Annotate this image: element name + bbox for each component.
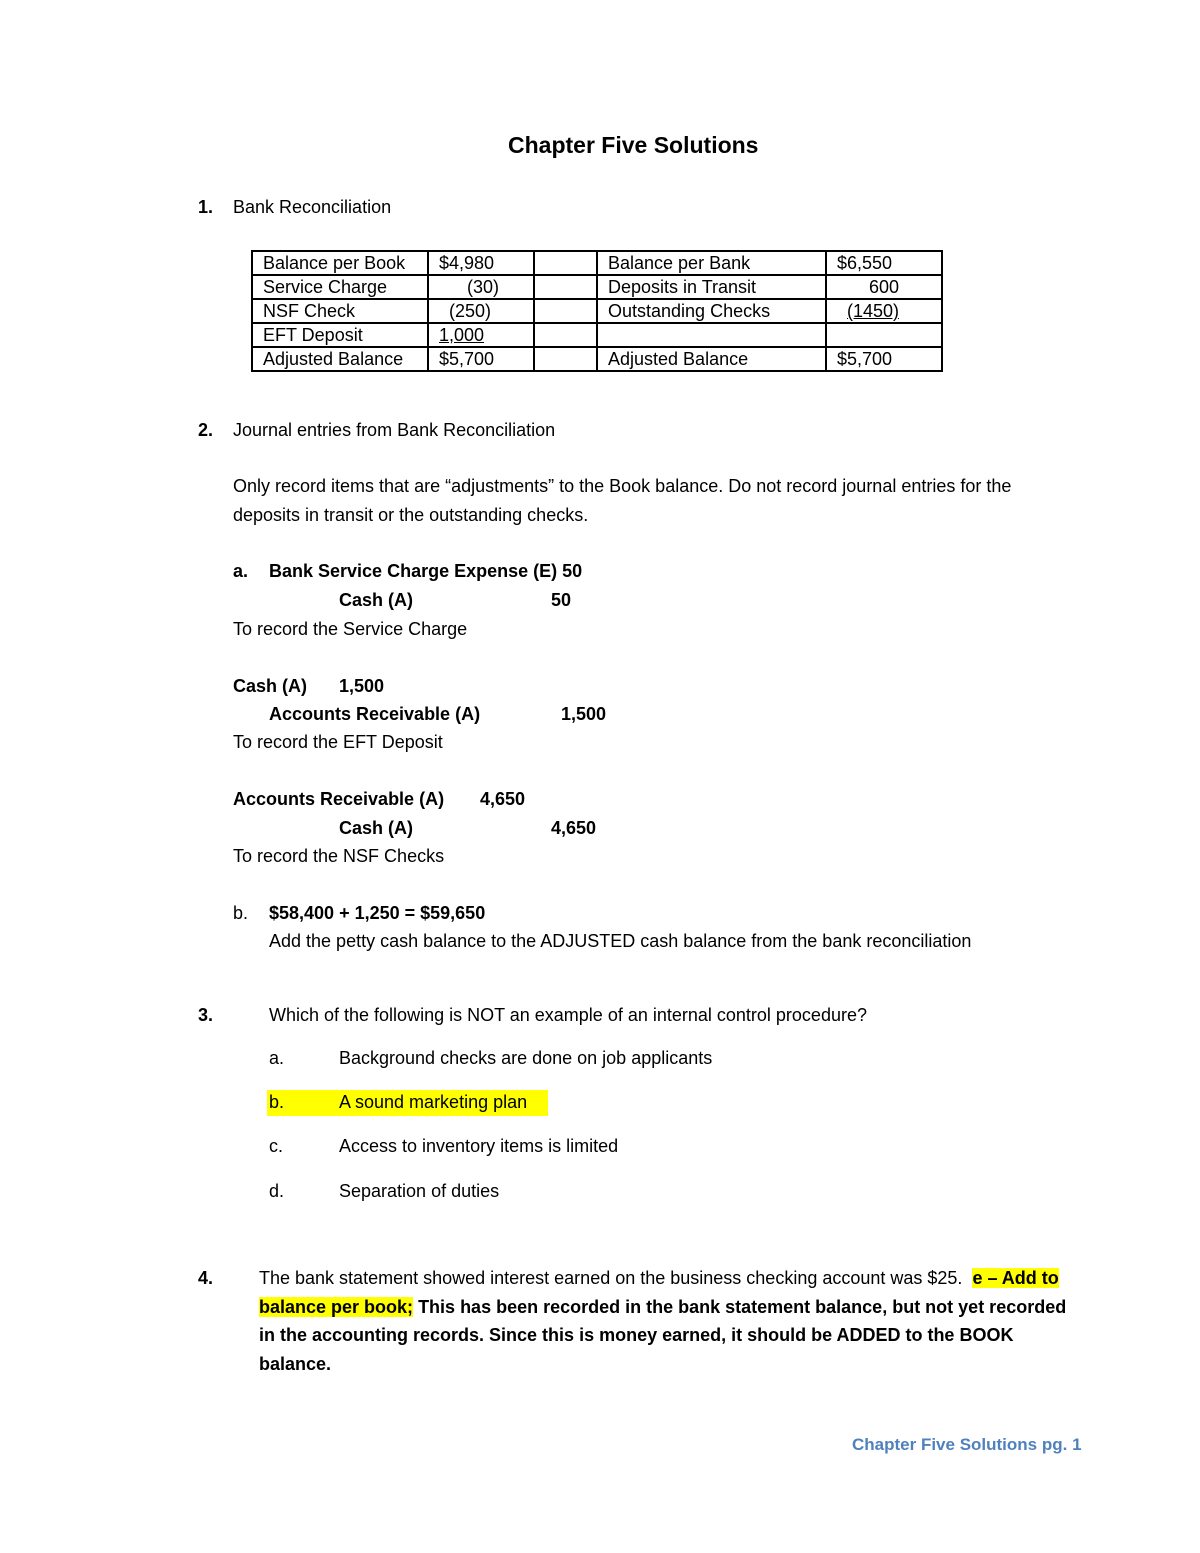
recon-cell: [826, 275, 942, 299]
entry1-debit: Bank Service Charge Expense (E) 50: [269, 561, 583, 581]
recon-cell: [252, 347, 428, 371]
recon-cell-text: NSF Check: [263, 301, 356, 321]
q2-intro: Only record items that are “adjustments” to the Book balance. Do not record journal entries for the deposits in transit or the outstanding checks.: [233, 476, 1012, 525]
recon-cell-text: $6,550: [837, 253, 893, 273]
recon-cell: [826, 323, 942, 347]
page-footer: Chapter Five Solutions pg. 1: [852, 1435, 1082, 1454]
recon-row: [252, 251, 942, 275]
entry1-credit: Cash (A): [339, 590, 414, 610]
recon-cell-text: $5,700: [837, 349, 893, 369]
q1-number: 1.: [198, 197, 214, 217]
entry3-memo: To record the NSF Checks: [233, 846, 445, 866]
recon-cell: [826, 251, 942, 275]
recon-cell: [597, 299, 826, 323]
entry3-debit: Accounts Receivable (A): [233, 789, 445, 809]
recon-cell: [428, 323, 534, 347]
q3-option-d-text: Separation of duties: [339, 1181, 500, 1201]
q1-heading: Bank Reconciliation: [233, 197, 392, 217]
recon-cell-text: Deposits in Transit: [608, 277, 757, 297]
recon-cell: [534, 347, 597, 371]
recon-cell-text: Adjusted Balance: [263, 349, 404, 369]
q2-b-calculation: $58,400 + 1,250 = $59,650: [269, 903, 486, 923]
q3-option-c-letter: c.: [269, 1136, 284, 1156]
recon-cell-text: $4,980: [439, 253, 495, 273]
recon-cell-text: Balance per Bank: [608, 253, 751, 273]
entry3-debit-amount: 4,650: [480, 789, 526, 809]
recon-cell-text: $5,700: [439, 349, 495, 369]
q4-number: 4.: [198, 1268, 214, 1288]
recon-cell: [534, 299, 597, 323]
page-title: Chapter Five Solutions: [508, 132, 759, 158]
recon-cell: [534, 323, 597, 347]
q2-number: 2.: [198, 420, 214, 440]
recon-row: [252, 347, 942, 371]
entry3-credit-amount: 4,650: [551, 818, 597, 838]
recon-cell-text: Adjusted Balance: [608, 349, 749, 369]
recon-cell: [428, 299, 534, 323]
recon-row: [252, 275, 942, 299]
recon-cell: [534, 251, 597, 275]
q2-b-label: b.: [233, 903, 249, 923]
entry2-credit: Accounts Receivable (A): [269, 704, 481, 724]
q3-option-a-text: Background checks are done on job applicants: [339, 1048, 713, 1068]
entry2-debit: Cash (A): [233, 676, 308, 696]
q4-question: The bank statement showed interest earned on the business checking account was $25.: [259, 1268, 963, 1288]
recon-cell-text: 1,000: [439, 325, 485, 345]
recon-cell: [597, 251, 826, 275]
recon-row: [252, 299, 942, 323]
q3-option-b-letter: b.: [269, 1092, 285, 1112]
recon-cell-text: Balance per Book: [263, 253, 406, 273]
recon-row: [252, 323, 942, 347]
recon-cell-text: Outstanding Checks: [608, 301, 771, 321]
entry2-debit-amount: 1,500: [339, 676, 385, 696]
recon-cell: [428, 251, 534, 275]
entry3-credit: Cash (A): [339, 818, 414, 838]
recon-cell: [252, 299, 428, 323]
recon-cell: [534, 275, 597, 299]
recon-cell-text: 600: [869, 277, 900, 297]
recon-cell-text: EFT Deposit: [263, 325, 363, 345]
entry2-credit-amount: 1,500: [561, 704, 607, 724]
q3-option-b-text: A sound marketing plan: [339, 1092, 528, 1112]
q2-b-note: Add the petty cash balance to the ADJUSTED cash balance from the bank reconciliation: [269, 931, 972, 951]
recon-cell: [826, 347, 942, 371]
q2-heading: Journal entries from Bank Reconciliation: [233, 420, 556, 440]
recon-cell: [597, 275, 826, 299]
q4-text: [259, 1264, 1079, 1378]
q4-answer: e – Add to balance per book;: [259, 1268, 1059, 1317]
recon-cell: [597, 347, 826, 371]
recon-cell: [826, 299, 942, 323]
q3-number: 3.: [198, 1005, 214, 1025]
recon-cell-text: (250): [449, 301, 492, 321]
entry1-memo: To record the Service Charge: [233, 619, 468, 639]
recon-cell-text: (30): [467, 277, 500, 297]
recon-cell: [252, 275, 428, 299]
bank-reconciliation-table: [251, 250, 943, 372]
recon-cell: [252, 251, 428, 275]
recon-cell: [428, 275, 534, 299]
recon-cell: [597, 323, 826, 347]
q3-option-c-text: Access to inventory items is limited: [339, 1136, 619, 1156]
q4-explanation: This has been recorded in the bank statement balance, but not yet recorded in the accounting records. Since this is money earned, it should be ADDED to the BOOK balance.: [259, 1296, 1067, 1374]
recon-cell: [428, 347, 534, 371]
entry1-credit-amount: 50: [551, 590, 572, 610]
recon-cell-text: Service Charge: [263, 277, 388, 297]
q3-option-d-letter: d.: [269, 1181, 285, 1201]
recon-cell-text: (1450): [847, 301, 900, 321]
recon-cell: [252, 323, 428, 347]
q3-option-a-letter: a.: [269, 1048, 285, 1068]
entry2-memo: To record the EFT Deposit: [233, 732, 443, 752]
q3-question: Which of the following is NOT an example of an internal control procedure?: [269, 1005, 867, 1025]
q2-a-label: a.: [233, 561, 249, 581]
